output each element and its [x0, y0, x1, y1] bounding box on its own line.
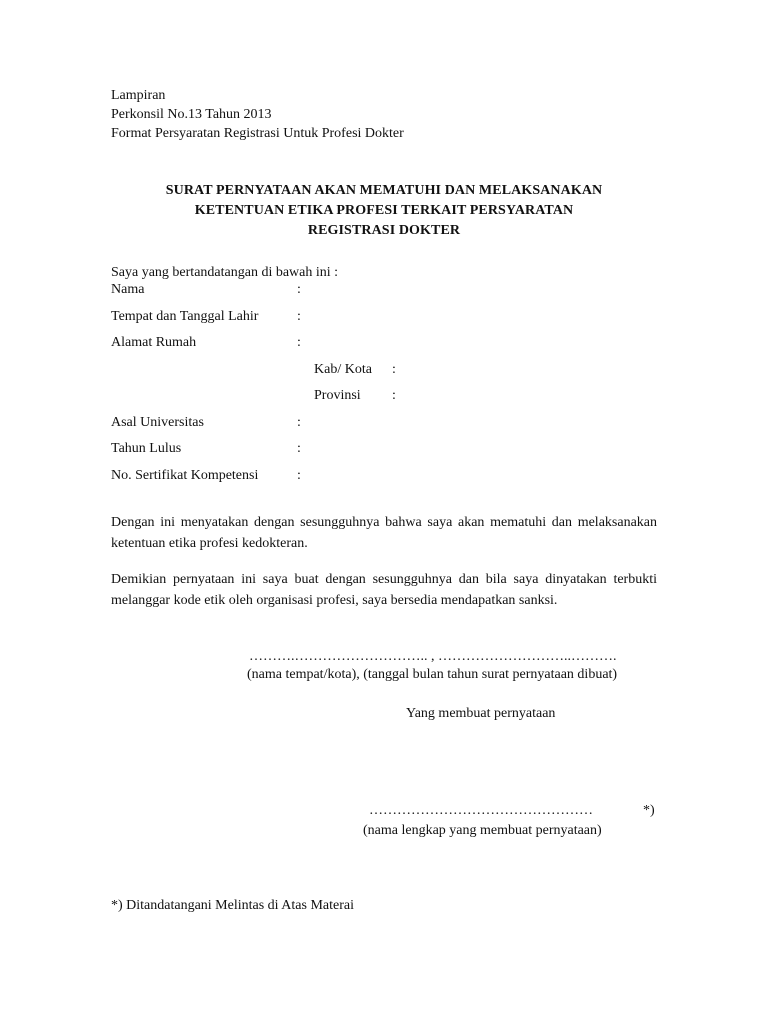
document-title-line-2: KETENTUAN ETIKA PROFESI TERKAIT PERSYARATAN	[194, 203, 574, 218]
field-label-sertifikat-kompetensi: No. Sertifikat Kompetensi	[111, 468, 259, 483]
place-date-caption: (nama tempat/kota), (tanggal bulan tahun surat pernyataan dibuat)	[247, 667, 618, 682]
document-title-line-1: SURAT PERNYATAAN AKAN MEMATUHI DAN MELAKSANAKAN	[165, 183, 603, 198]
footnote-marker: *)	[643, 803, 655, 818]
statement-paragraph: Dengan ini menyatakan dengan sesungguhnya bahwa saya akan mematuhi dan melaksanakan ketentuan etika profesi kedokteran.	[111, 515, 657, 551]
footnote-text: *) Ditandatangani Melintas di Atas Materai	[111, 898, 354, 913]
place-date-blank: ……….……………………….. , ………………………..……….	[249, 649, 617, 664]
field-colon-sertifikat-kompetensi: :	[297, 468, 301, 483]
header-regulation-reference: Perkonsil No.13 Tahun 2013	[111, 107, 272, 122]
field-colon-asal-universitas: :	[297, 415, 301, 430]
field-colon-tempat-tanggal-lahir: :	[297, 309, 301, 324]
signatory-name-caption: (nama lengkap yang membuat pernyataan)	[363, 823, 602, 838]
signatory-label: Yang membuat pernyataan	[406, 706, 556, 721]
field-label-nama: Nama	[111, 282, 145, 297]
signatory-name-blank: …………………………………………	[369, 803, 593, 818]
field-colon-kab-kota: :	[392, 362, 396, 377]
header-attachment-label: Lampiran	[111, 88, 166, 103]
closing-paragraph: Demikian pernyataan ini saya buat dengan sesungguhnya dan bila saya dinyatakan terbukti melanggar kode etik oleh organisasi profesi, saya bersedia mendapatkan sanksi.	[111, 572, 657, 608]
intro-statement: Saya yang bertandatangan di bawah ini :	[111, 265, 339, 280]
field-colon-nama: :	[297, 282, 301, 297]
document-title-line-3: REGISTRASI DOKTER	[307, 223, 461, 238]
field-label-provinsi: Provinsi	[314, 388, 361, 403]
field-label-alamat-rumah: Alamat Rumah	[111, 335, 197, 350]
field-colon-tahun-lulus: :	[297, 441, 301, 456]
field-colon-alamat-rumah: :	[297, 335, 301, 350]
field-colon-provinsi: :	[392, 388, 396, 403]
field-label-tahun-lulus: Tahun Lulus	[111, 441, 182, 456]
header-format-description: Format Persyaratan Registrasi Untuk Profesi Dokter	[111, 126, 404, 141]
field-label-tempat-tanggal-lahir: Tempat dan Tanggal Lahir	[111, 309, 259, 324]
field-label-asal-universitas: Asal Universitas	[111, 415, 204, 430]
field-label-kab-kota: Kab/ Kota	[314, 362, 372, 377]
